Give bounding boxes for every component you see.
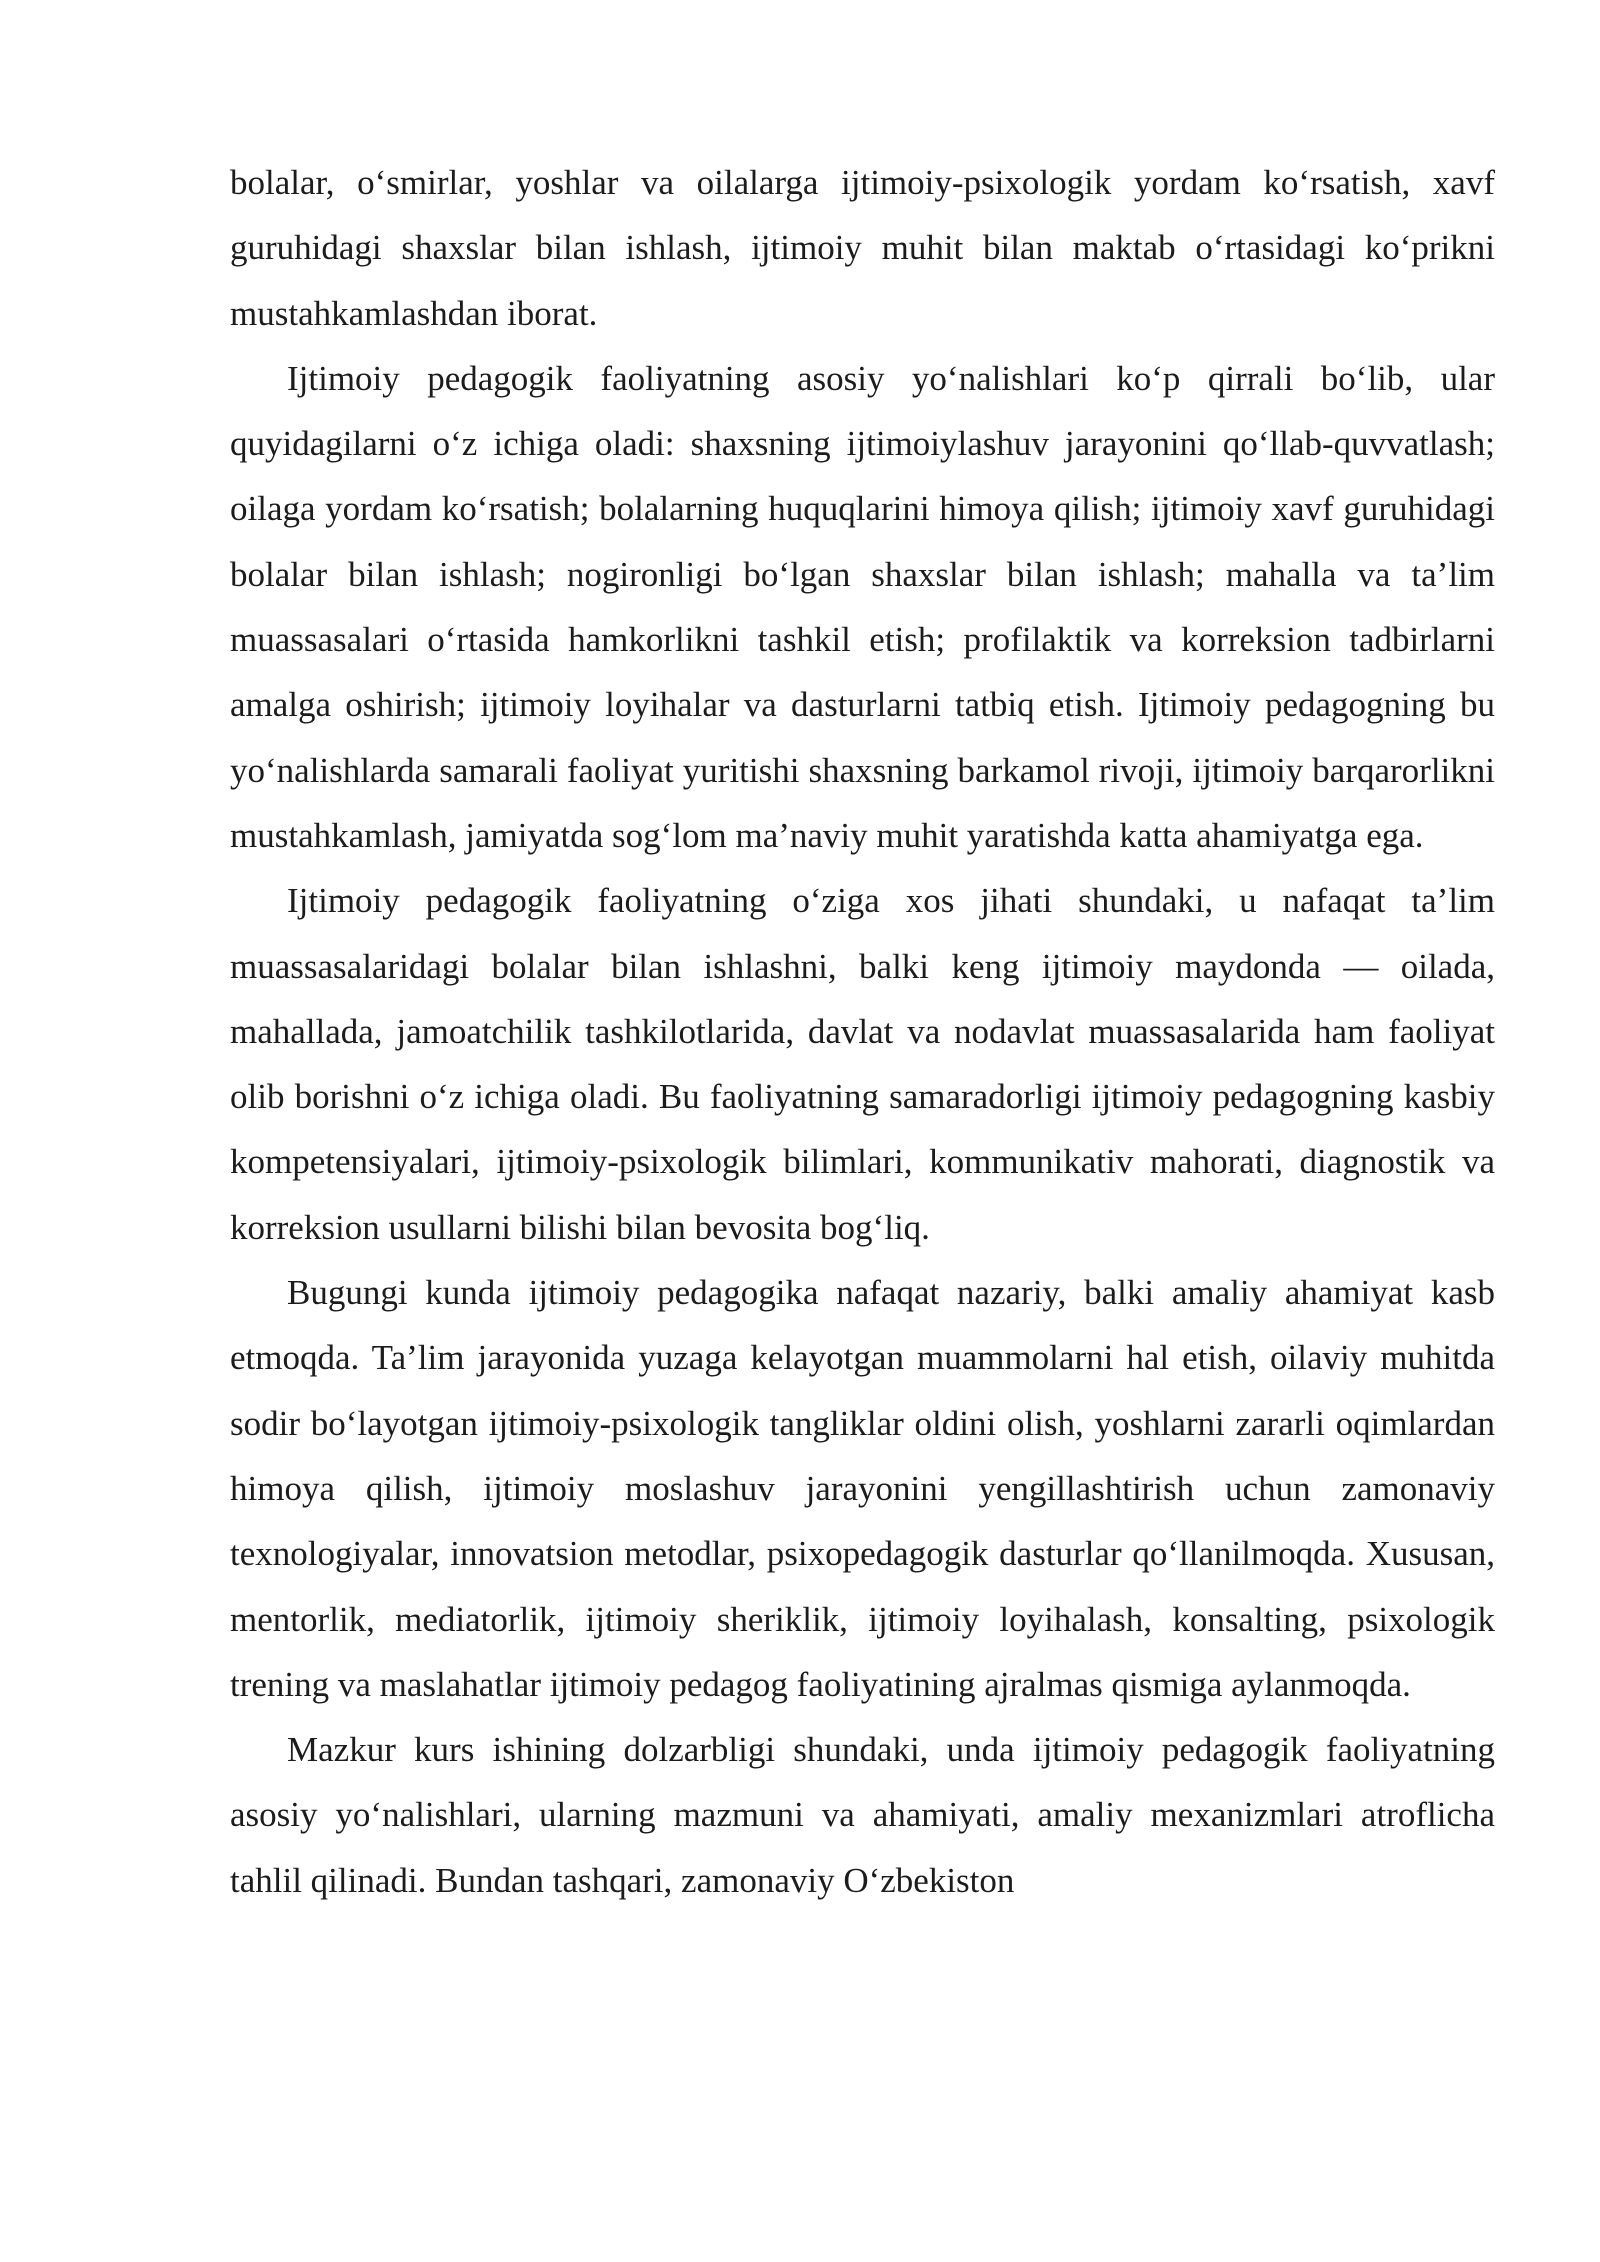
paragraph-social-pedagogy-directions: Ijtimoiy pedagogik faoliyatning asosiy yo‘nalishlari ko‘p qirrali bo‘lib, ular quyidagilarni o‘z ichiga oladi: shaxsning ijtimoiylashuv jarayonini qo‘llab-quvvatlash; oilaga yordam ko‘rsatish; bolalarning huquqlarini himoya qilish; ijtimoiy xavf guruhidagi bolalar bilan ishlash; nogironligi bo‘lgan shaxslar bilan ishlash; mahalla va ta’lim muassasalari o‘rtasida hamkorlikni tashkil etish; profilaktik va korreksion tadbirlarni amalga oshirish; ijtimoiy loyihalar va dasturlarni tatbiq etish. Ijtimoiy pedagogning bu yo‘nalishlarda samarali faoliyat yuritishi shaxsning barkamol rivoji, ijtimoiy barqarorlikni mustahkamlash, jamiyatda sog‘lom ma’naviy muhit yaratishda katta ahamiyatga ega.	[230, 358, 1495, 855]
paragraph-course-relevance: Mazkur kurs ishining dolzarbligi shundaki, unda ijtimoiy pedagogik faoliyatning asosiy yo‘nalishlari, ularning mazmuni va ahamiyati, amaliy mexanizmlari atroflicha tahlil qilinadi. Bundan tashqari, zamonaviy O‘zbekiston	[230, 1730, 1495, 1900]
paragraph-specific-features: Ijtimoiy pedagogik faoliyatning o‘ziga xos jihati shundaki, u nafaqat ta’lim muassasalaridagi bolalar bilan ishlashni, balki keng ijtimoiy maydonda — oilada, mahallada, jamoatchilik tashkilotlarida, davlat va nodavlat muassasalarida ham faoliyat olib borishni o‘z ichiga oladi. Bu faoliyatning samaradorligi ijtimoiy pedagogning kasbiy kompetensiyalari, ijtimoiy-psixologik bilimlari, kommunikativ mahorati, diagnostik va korreksion usullarni bilishi bilan bevosita bog‘liq.	[230, 881, 1495, 1247]
document-page	[230, 150, 1495, 1913]
paragraph-continued: bolalar, o‘smirlar, yoshlar va oilalarga ijtimoiy-psixologik yordam ko‘rsatish, xavf guruhidagi shaxslar bilan ishlash, ijtimoiy muhit bilan maktab o‘rtasidagi ko‘prikni mustahkamlashdan iborat.	[230, 163, 1495, 333]
paragraph-practical-significance: Bugungi kunda ijtimoiy pedagogika nafaqat nazariy, balki amaliy ahamiyat kasb etmoqda. Ta’lim jarayonida yuzaga kelayotgan muammolarni hal etish, oilaviy muhitda sodir bo‘layotgan ijtimoiy-psixologik tangliklar oldini olish, yoshlarni zararli oqimlardan himoya qilish, ijtimoiy moslashuv jarayonini yengillashtirish uchun zamonaviy texnologiyalar, innovatsion metodlar, psixopedagogik dasturlar qo‘llanilmoqda. Xususan, mentorlik, mediatorlik, ijtimoiy sheriklik, ijtimoiy loyihalash, konsalting, psixologik trening va maslahatlar ijtimoiy pedagog faoliyatining ajralmas qismiga aylanmoqda.	[230, 1273, 1495, 1704]
